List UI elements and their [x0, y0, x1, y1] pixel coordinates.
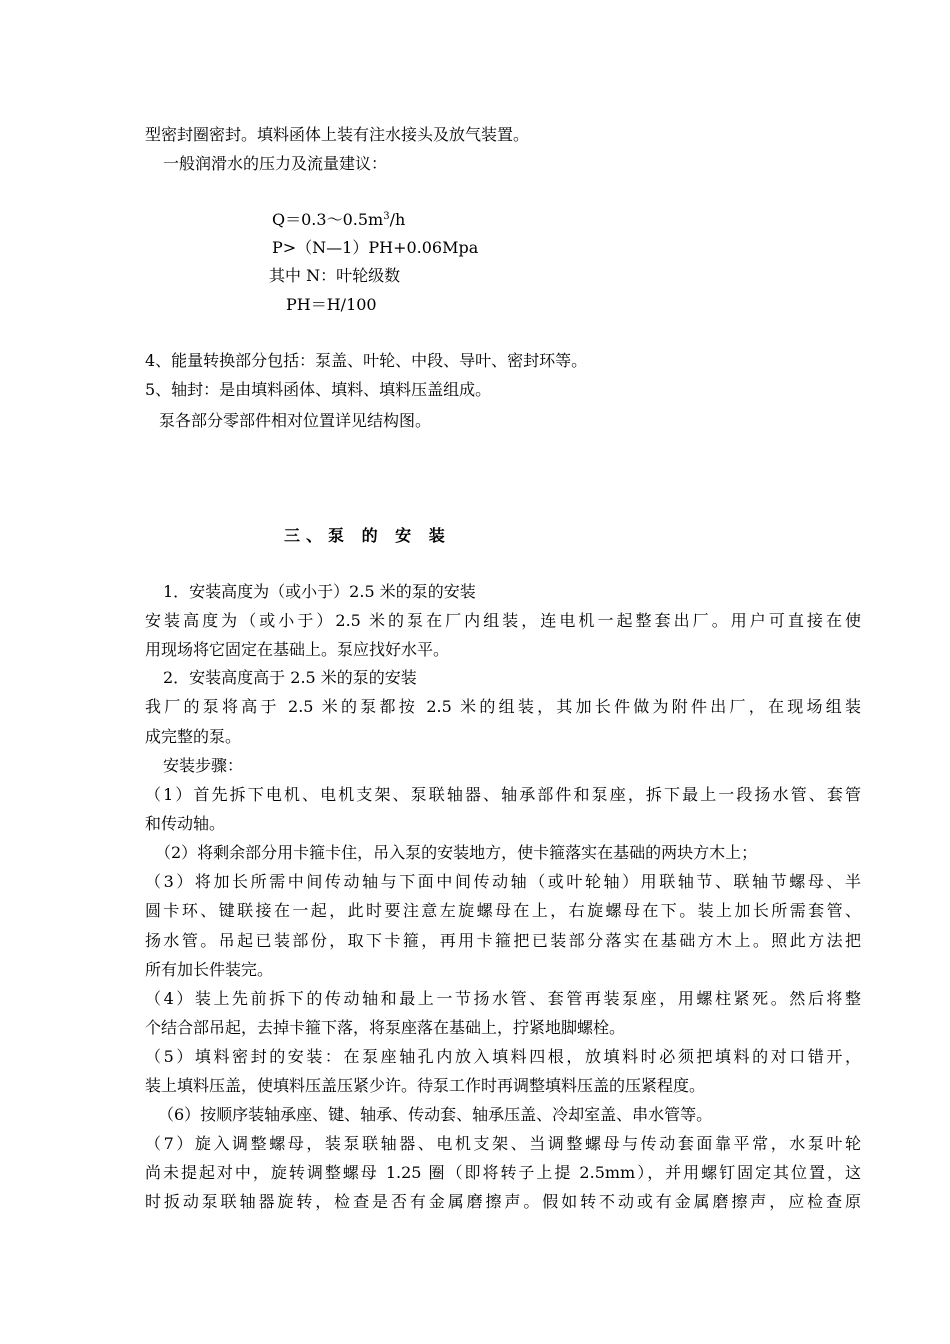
step-line: 时扳动泵联轴器旋转，检查是否有金属磨擦声。假如转不动或有金属磨擦声，应检查原	[145, 1192, 861, 1211]
step-line: （2）将剩余部分用卡箍卡住，吊入泵的安装地方，使卡箍落实在基础的两块方木上；	[155, 843, 758, 862]
paragraph-line: 泵各部分零部件相对位置详见结构图。	[159, 411, 432, 430]
step-line: （5）填料密封的安装：在泵座轴孔内放入填料四根，放填料时必须把填料的对口错开，	[145, 1047, 861, 1066]
step-line: 所有加长件装完。	[145, 960, 274, 979]
list-item: 4、能量转换部分包括：泵盖、叶轮、中段、导叶、密封环等。	[145, 351, 588, 370]
formula-p: P>（N—1）PH+0.06Mpa	[272, 238, 479, 257]
subsection-heading: 1．安装高度为（或小于）2.5 米的泵的安装	[163, 582, 476, 601]
formula-q-unit: /h	[389, 210, 406, 229]
formula-n: 其中 N：叶轮级数	[269, 266, 401, 285]
formula-q-main: Q＝0.3～0.5m	[272, 210, 384, 229]
step-line: （3）将加长所需中间传动轴与下面中间传动轴（或叶轮轴）用联轴节、联轴节螺母、半	[145, 872, 861, 891]
paragraph-line: 成完整的泵。	[145, 727, 242, 746]
step-line: 和传动轴。	[145, 814, 226, 833]
paragraph-line: 型密封圈密封。填料函体上装有注水接头及放气装置。	[145, 125, 530, 144]
formula-ph: PH＝H/100	[286, 295, 377, 314]
step-line: （1）首先拆下电机、电机支架、泵联轴器、轴承部件和泵座，拆下最上一段扬水管、套管	[145, 785, 861, 804]
step-line: 个结合部吊起，去掉卡箍下落，将泵座落在基础上，拧紧地脚螺栓。	[145, 1018, 626, 1037]
steps-label: 安装步骤：	[163, 756, 244, 775]
step-line: （7）旋入调整螺母，装泵联轴器、电机支架、当调整螺母与传动套面靠平常，水泵叶轮	[145, 1134, 861, 1153]
step-line: 扬水管。吊起已装部份，取下卡箍，再用卡箍把已装部分落实在基础方木上。照此方法把	[145, 931, 861, 950]
formula-q	[272, 209, 405, 231]
step-line: （6）按顺序装轴承座、键、轴承、传动套、轴承压盖、冷却室盖、串水管等。	[158, 1105, 713, 1124]
subsection-heading: 2．安装高度高于 2.5 米的泵的安装	[163, 668, 417, 687]
step-line: （4）装上先前拆下的传动轴和最上一节扬水管、套管再装泵座，用螺柱紧死。然后将整	[145, 989, 861, 1008]
paragraph-line: 一般润滑水的压力及流量建议：	[163, 154, 388, 173]
step-line: 圆卡环、键联接在一起，此时要注意左旋螺母在上，右旋螺母在下。装上加长所需套管、	[145, 901, 861, 920]
formula-q-exponent: 3	[383, 211, 390, 222]
paragraph-line: 我厂的泵将高于 2.5 米的泵都按 2.5 米的组装，其加长件做为附件出厂，在现场组装	[145, 697, 861, 716]
step-line: 尚未提起对中，旋转调整螺母 1.25 圈（即将转子上提 2.5mm），并用螺钉固定其位置，这	[145, 1163, 861, 1182]
step-line: 装上填料压盖，使填料压盖压紧少许。待泵工作时再调整填料压盖的压紧程度。	[145, 1076, 706, 1095]
section-title: 三、泵 的 安 装	[284, 526, 451, 545]
paragraph-line: 用现场将它固定在基础上。泵应找好水平。	[145, 640, 450, 659]
paragraph-line: 安装高度为（或小于）2.5 米的泵在厂内组装，连电机一起整套出厂。用户可直接在使	[145, 611, 861, 630]
list-item: 5、轴封：是由填料函体、填料、填料压盖组成。	[145, 380, 492, 399]
